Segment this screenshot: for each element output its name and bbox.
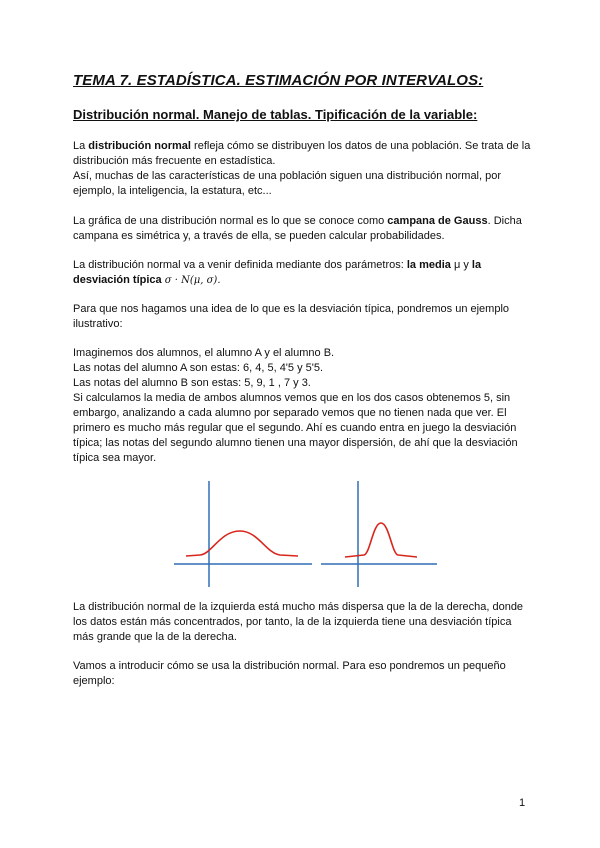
bold-term: la media	[406, 259, 451, 271]
text: La distribución normal de la izquierda está mucho más dispersa que la de la derecha, donde los datos están más concentrados, por tanto, la de la izquierda tiene una desviación típica más grande que la de la derecha.	[73, 601, 524, 643]
section-heading: Distribución normal. Manejo de tablas. Tipificación de la variable:	[73, 107, 478, 122]
text: Para que nos hagamos una idea de lo que es la desviación típica, pondremos un ejemplo ilustrativo:	[73, 303, 510, 330]
paragraph-next	[73, 659, 533, 689]
paragraph-definition	[73, 139, 533, 199]
wide-bell-curve	[186, 531, 298, 556]
document-title: TEMA 7. ESTADÍSTICA. ESTIMACIÓN POR INTERVALOS:	[73, 72, 484, 89]
bold-term: campana de Gauss	[387, 215, 488, 227]
paragraph-gauss	[73, 214, 533, 244]
text: Si calculamos la media de ambos alumnos vemos que en los dos casos obtenemos 5, sin embargo, analizando a cada alumno por separado vemos que no tienen nada que ver. El primero es mucho más regular que el segundo. Ahí es cuando entra en juego la desviación típica; las notas del segundo alumno tienen una mayor dispersión, de ahí que la desviación típica sea mayor.	[73, 392, 518, 464]
bold-term: la desviación típica	[73, 259, 482, 286]
bold-term: distribución normal	[88, 140, 191, 152]
paragraph-example	[73, 346, 533, 466]
text: refleja cómo se distribuyen los datos de una población. Se trata de la distribución más frecuente en estadística.	[73, 140, 531, 167]
normal-distribution-figures	[0, 475, 600, 590]
text: μ y	[450, 259, 472, 271]
text: La distribución normal va a venir definida mediante dos parámetros:	[73, 259, 407, 271]
text: Vamos a introducir cómo se usa la distribución normal. Para eso pondremos un pequeño ejemplo:	[73, 660, 506, 687]
text: La	[73, 140, 89, 152]
narrow-bell-curve	[345, 523, 417, 557]
paragraph-intro-example	[73, 302, 533, 332]
narrow-normal-curve-figure	[321, 481, 437, 587]
text: La gráfica de una distribución normal es lo que se conoce como	[73, 215, 388, 227]
formula: σ · N(μ, σ).	[164, 275, 221, 286]
paragraph-comparison	[73, 600, 533, 645]
page-number: 1	[519, 797, 526, 809]
text: . Dicha campana es simétrica y, a través de ella, se pueden calcular probabilidades.	[73, 215, 522, 242]
text: Imaginemos dos alumnos, el alumno A y el alumno B.	[73, 347, 335, 359]
text: Así, muchas de las características de una población siguen una distribución normal, por ejemplo, la inteligencia, la estatura, etc...	[73, 170, 502, 197]
paragraph-parameters	[73, 258, 533, 288]
text: Las notas del alumno B son estas: 5, 9, 1 , 7 y 3.	[73, 377, 311, 389]
text: Las notas del alumno A son estas: 6, 4, 5, 4'5 y 5'5.	[73, 362, 324, 374]
wide-normal-curve-figure	[174, 481, 312, 587]
